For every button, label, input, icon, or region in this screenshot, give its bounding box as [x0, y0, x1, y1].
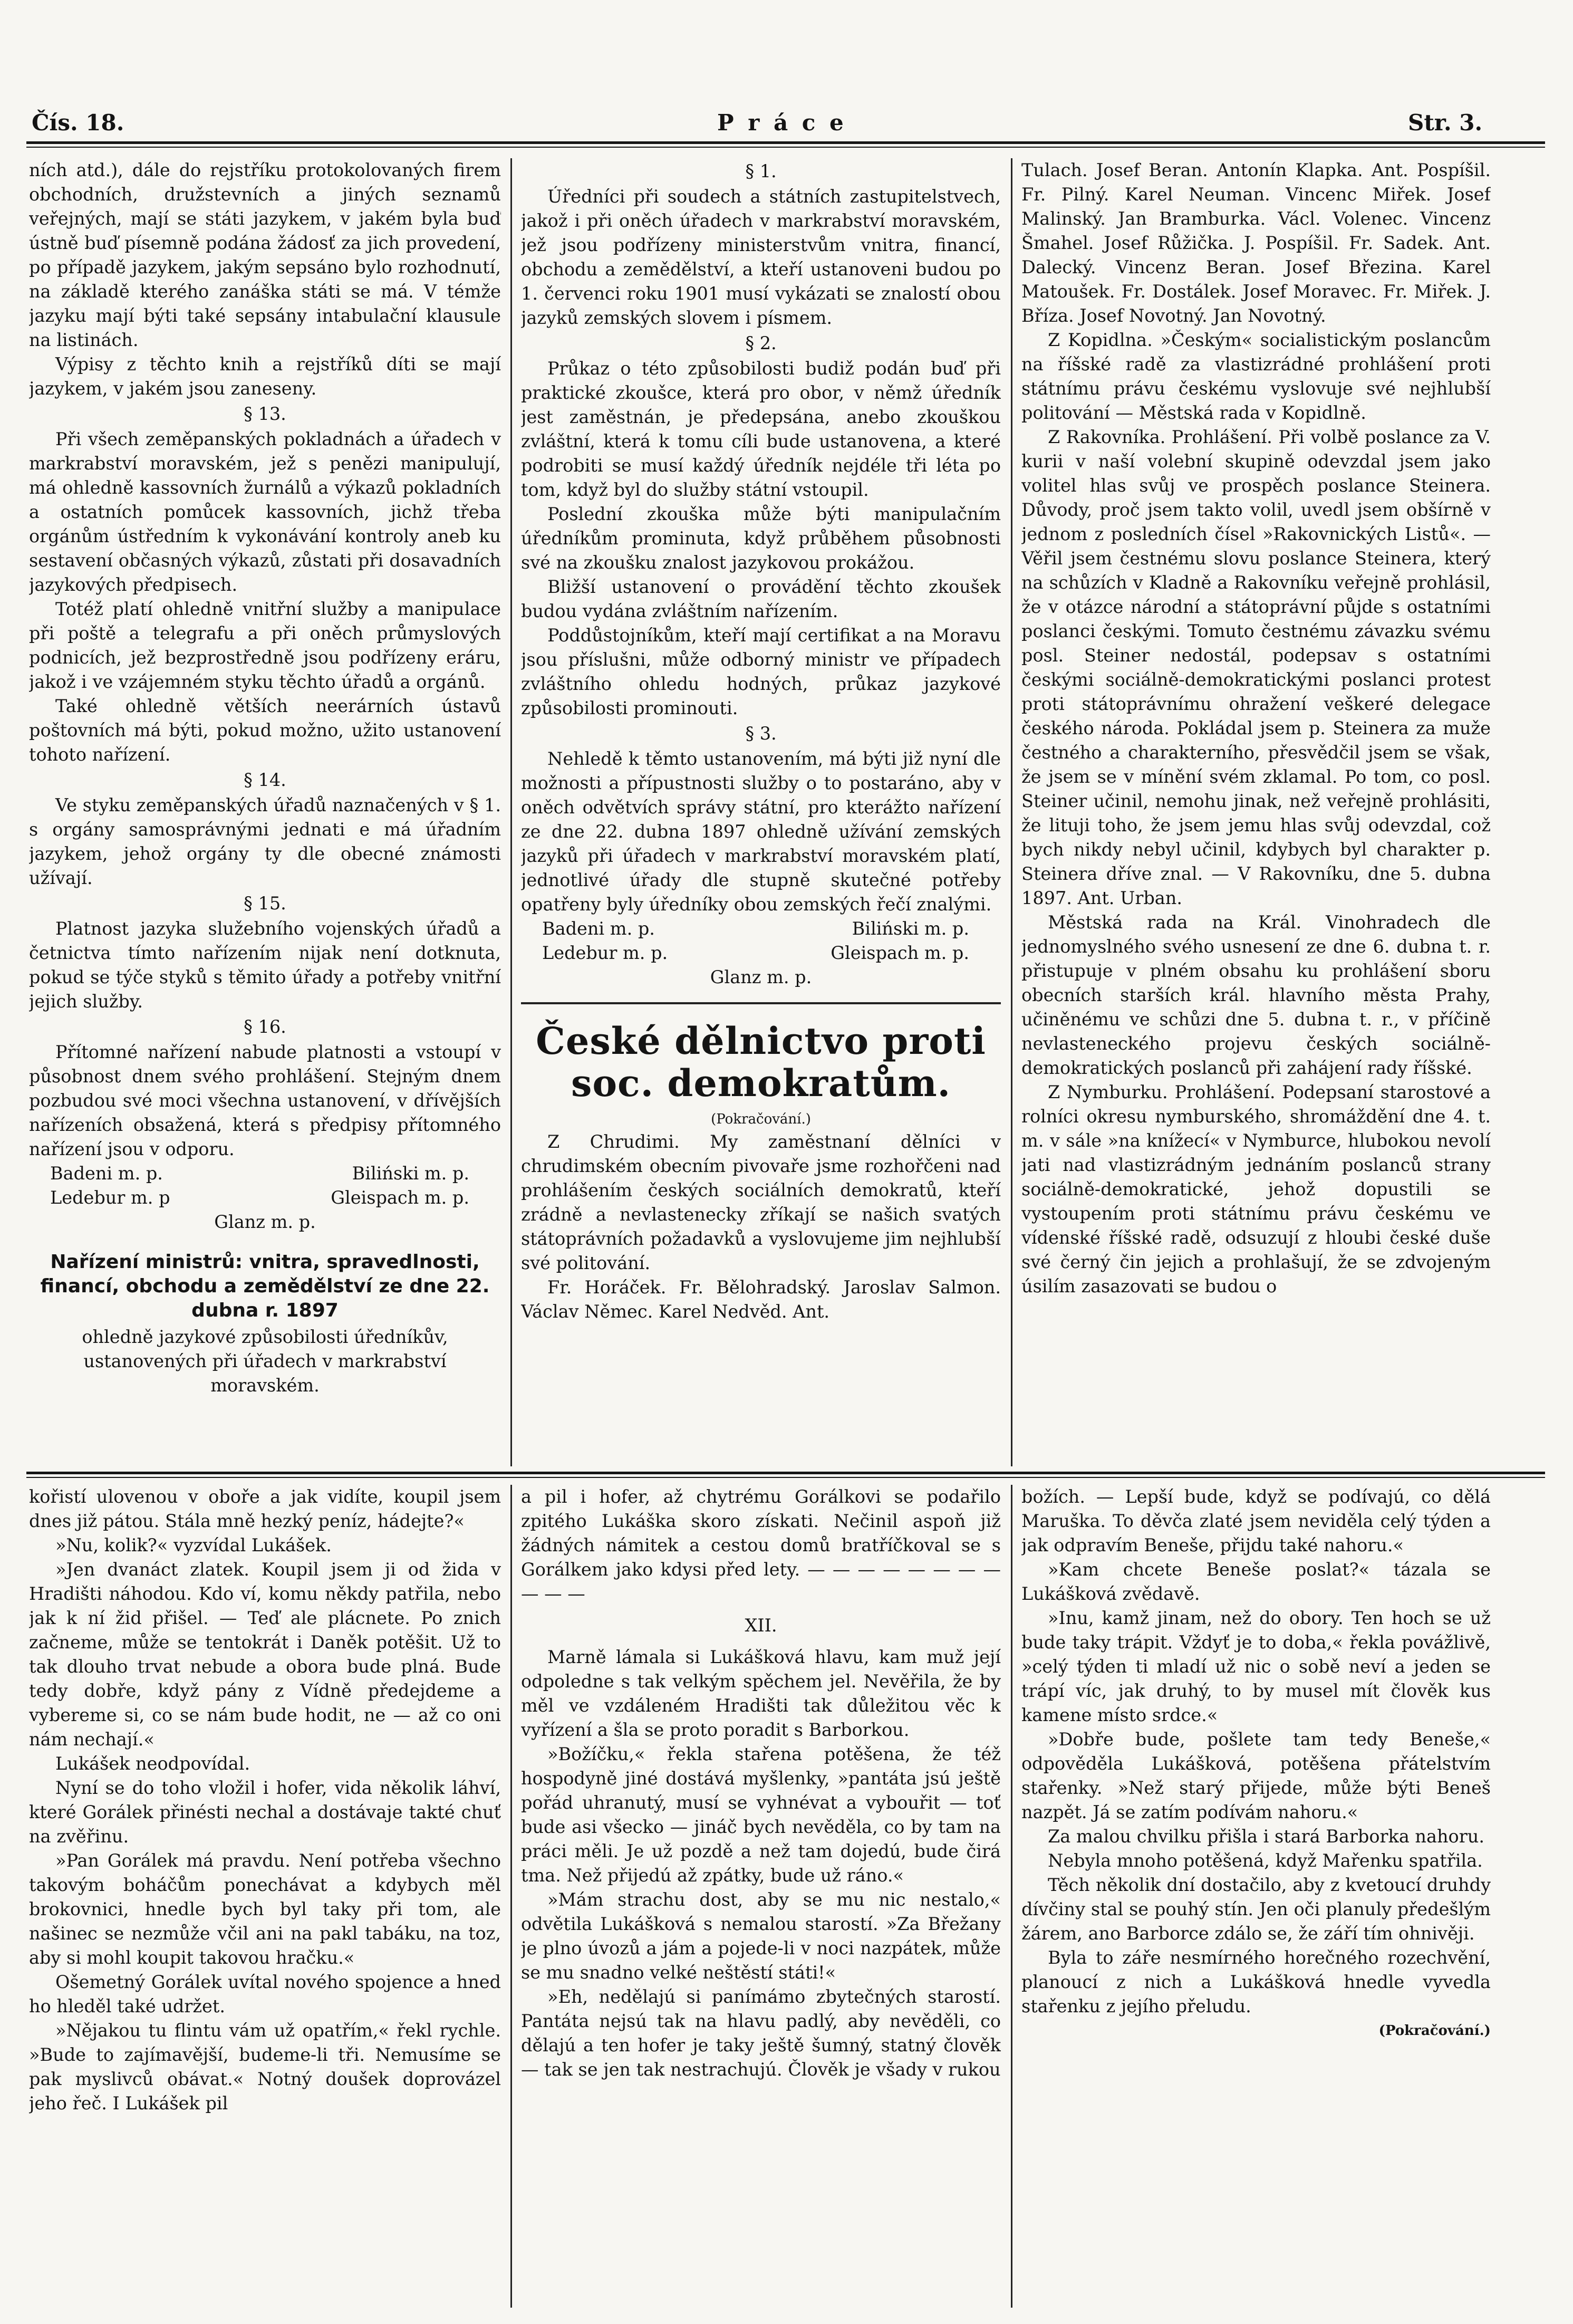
column-divider	[510, 1485, 512, 2308]
paragraph: Také ohledně větších neerárních ústavů poštovních má býti, pokud možno, užito ustanovení tohoto nařízení.	[29, 696, 501, 765]
paragraph: »Jen dvanáct zlatek. Koupil jsem ji od žida v Hradišti náhodou. Kdo ví, komu někdy patřila, nebo jak k ní žid přišel. — Teď ale plácnete. Po znich začneme, může se tentokrát i Daněk potěšit. Už to tak dlouho trvat nebude a obora bude plná. Bude tedy dobře, když pány z Vídně předejdeme a vybereme si, co se nám bude hodit, ne — až co oni nám nechají.«	[29, 1559, 501, 1750]
signature-row	[521, 941, 1001, 965]
paragraph: božích. — Lepší bude, když se podívajú, co dělá Maruška. To děvča zlaté jsem neviděla celý týden a jak odpravím Beneše, přijdu také nahoru.«	[1021, 1486, 1491, 1555]
continued-note: (Pokračování.)	[711, 1111, 811, 1127]
paragraph: Z Chrudimi. My zaměstnaní dělníci v chrudimském obecním pivovaře jsme rozhořčeni nad prohlášením českých sociálních demokratů, kteří zrádně a nevlastenecky zříkají se našich svatých státoprávních požadavků a vyslovujeme jim nejhlubší své politování.	[521, 1131, 1001, 1273]
decree-title: Nařízení ministrů: vnitra, spravedlnosti, financí, obchodu a zemědělství ze dne 22. dubna r. 1897	[40, 1251, 490, 1321]
paragraph: »Kam chcete Beneše poslat?« tázala se Lukášková zvědavě.	[1021, 1559, 1491, 1604]
paragraph: Z Kopidlna. »Českým« socialistickým poslancům na říšské radě za vlastizrádné prohlášení proti státnímu právu českému vyslovuje své nejhlubší politování — Městská rada v Kopidlně.	[1021, 330, 1491, 423]
signature: Badeni m. p.	[542, 918, 655, 939]
paragraph: »Eh, nedělajú si panímámo zbytečných starostí. Pantáta nejsú tak na hlavu padlý, aby nevěděli, co dělajú a ten hofer je taky ještě šumný, statný člověk — tak se jen tak nestrachujú. Člověk je všady v rukou	[521, 1986, 1001, 2080]
signature: Glanz m. p.	[214, 1212, 316, 1232]
paragraph: Nehledě k těmto ustanovením, má býti již nyní dle možnosti a přípustnosti služby o to postaráno, aby v oněch odvětvích správy státní, pro kterážto nařízení ze dne 22. dubna 1897 ohledně užívání zemských jazyků při úřadech v markrabství moravském platí, jednotlivé úřady dle stupně skutečné potřeby opatřeny byly úředníky obou zemských řečí znalými.	[521, 748, 1001, 915]
decree-column-1	[29, 158, 501, 1464]
paragraph: Platnost jazyka služebního vojenských úřadů a četnictva tímto nařízením nijak není dotknuta, pokud se týče styků s těmito úřady a potřeby vnitřní jejich služby.	[29, 918, 501, 1012]
signature: Gleispach m. p.	[331, 1187, 469, 1208]
paragraph: »Božíčku,« řekla stařena potěšena, že též hospodyně jiné dostává myšlenky, »pantáta jsú ještě pořád uhranutý, musí se vyhnévat a vybouřit — toť bude asi všecko — jináč bych nevěděla, co by tam na práci měli. Je už pozdě a než tam dojedú, bude čirá tma. Než přijedú až zpátky, bude už ráno.«	[521, 1744, 1001, 1886]
paragraph: »Nějakou tu flintu vám už opatřím,« řekl rychle. »Bude to zajímavější, budeme-li tři. Nemusíme se pak myslivců obávat.« Notný doušek doprovázel jeho řeč. I Lukášek pil	[29, 2020, 501, 2114]
signature: Biliński m. p.	[352, 1163, 469, 1184]
continued-note: (Pokračování.)	[1378, 2023, 1491, 2039]
paragraph: »Dobře bude, pošlete tam tedy Beneše,« odpověděla Lukášková, potěšena přátelstvím stařenky. »Než starý přijede, může býti Beneš nazpět. Já se zatím podívám nahoru.«	[1021, 1729, 1491, 1822]
signature: Badeni m. p.	[50, 1163, 163, 1184]
paragraph: Úředníci při soudech a státních zastupitelstvech, jakož i při oněch úřadech v markrabství moravském, jež jsou podřízeny ministerstvům vnitra, financí, obchodu a zemědělství, a kteří ustanoveni budou po 1. červenci roku 1901 musí vykázati se znalostí obou jazyků zemských slovem i písmem.	[521, 186, 1001, 328]
paragraph: Městská rada na Král. Vinohradech dle jednomyslného svého usnesení ze dne 6. dubna t. r. přistupuje v plném obsahu ku prohlášení sboru obecních starších král. hlavního města Prahy, učiněnému ve schůzi dne 5. dubna t. r., v příčině nevlasteneckého projevu českých sociálně-demokratických poslanců při zahájení rady říšské.	[1021, 912, 1491, 1078]
section-number: § 13.	[244, 404, 286, 424]
paragraph: »Nu, kolik?« vyzvídal Lukášek.	[55, 1535, 332, 1555]
paragraph: Těch několik dní dostačilo, aby z kvetoucí druhdy dívčiny stal se pouhý stín. Jen oči planuly předešlým žárem, ano Barborce zdálo se, že září tím ohnivěji.	[1021, 1875, 1491, 1944]
signature: Ledebur m. p.	[542, 943, 668, 963]
paragraph: Lukášek neodpovídal.	[55, 1753, 250, 1774]
header-rule-thin	[26, 147, 1545, 148]
paragraph: Ve styku zeměpanských úřadů naznačených v § 1. s orgány samosprávnými jednati e má úřadním jazykem, jehož orgány ty dle obecné známosti užívají.	[29, 795, 501, 888]
signature-row	[29, 1161, 501, 1186]
signature: Ledebur m. p	[50, 1187, 170, 1208]
declarations-column	[1021, 158, 1491, 1464]
paragraph: kořistí ulovenou v oboře a jak vidíte, koupil jsem dnes již pátou. Stála mně hezký peníz, hádejte?«	[29, 1486, 501, 1531]
paragraph: a pil i hofer, až chytrému Gorálkovi se podařilo zpitého Lukáška skoro získati. Nečinil aspoň již žádných námitek a cestou domů bratříčkoval se s Gorálkem jako kdysi před lety. — — — — — — — — — — —	[521, 1486, 1001, 1604]
paragraph: Za malou chvilku přišla i stará Barborka nahoru.	[1048, 1826, 1484, 1847]
paragraph: Bližší ustanovení o provádění těchto zkoušek budou vydána zvláštním nařízením.	[521, 577, 1001, 621]
paragraph: Z Nymburku. Prohlášení. Podepsaní starostové a rolníci okresu nymburského, shromáždění dne 4. t. m. v sále »na knížecí« v Nymburce, hlubokou nevolí jati nad vlastizrádným jednáním poslanců strany sociálně-demokratické, jehož dopustili se vystoupením proti státnímu právu českému ve vídenské říšské radě, odsuzují z hloubi české duše své černý čin jejich a prohlašují, že se zdvojeným úsilím zasazovati se budou o	[1021, 1082, 1491, 1297]
paragraph: Ošemetný Gorálek uvítal nového spojence a hned ho hleděl také udržet.	[29, 1972, 501, 2016]
signature: Gleispach m. p.	[831, 943, 969, 963]
section-number: § 3.	[745, 723, 777, 744]
paragraph: Při všech zeměpanských pokladnách a úřadech v markrabství moravském, jež s penězi manipulují, má ohledně kassovních žurnálů a výkazů pokladních a ostatních pomůcek kassovních, jichž třeba orgánům ústředním k vykonávání kontroly aneb ku sestavení občasných výkazů, zůstati při dosavadních jazykových předpisech.	[29, 429, 501, 595]
chapter-number: XII.	[745, 1615, 777, 1636]
story-column-1	[29, 1485, 501, 2308]
feuilleton-rule	[26, 1472, 1545, 1474]
article-headline: České dělnictvo proti soc. demokratům.	[536, 1019, 986, 1105]
paragraph: Totéž platí ohledně vnitřní služby a manipulace při poště a telegrafu a při oněch průmyslových podnicích, jež bezprostředně jsou podřízeny eráru, jakož i ve vzájemném styku těchto úřadů a orgánů.	[29, 599, 501, 692]
section-number: § 15.	[244, 893, 286, 914]
signature-row	[29, 1186, 501, 1210]
paragraph: »Inu, kamž jinam, než do obory. Ten hoch se už bude taky trápit. Vždyť je to doba,« řekla povážlivě, »celý týden ti mladí už nic o sobě neví a jeden se trápí víc, jak druhý, to by musel mít člověk kus kamene místo srdce.«	[1021, 1608, 1491, 1725]
paragraph: »Mám strachu dost, aby se mu nic nestalo,« odvětila Lukášková s nemalou starostí. »Za Břežany je plno úvozů a jám a pojede-li v noci nazpátek, může se mu snadno velké neštěstí státi!«	[521, 1889, 1001, 1983]
paragraph: Marně lámala si Lukášková hlavu, kam muž její odpoledne s tak velkým spěchem jel. Nevěřila, že by měl ve vzdáleném Hradišti tak důležitou věc k vyřízení a šla se proto poradit s Barborkou.	[521, 1647, 1001, 1740]
column-divider	[1011, 1485, 1012, 2308]
section-number: § 1.	[745, 161, 777, 181]
section-number: § 2.	[745, 333, 777, 353]
section-number: § 16.	[244, 1016, 286, 1037]
signature-row	[521, 917, 1001, 941]
page-number: Str. 3.	[1408, 110, 1483, 136]
paragraph: Průkaz o této způsobilosti budiž podán buď při praktické zkoušce, která pro obor, v němž úředník jest zaměstnán, je předepsána, anebo zkouškou zvláštní, která k tomu cíli bude ustanovena, a které podrobiti se musí každý úředník nejdéle tři léta po tom, když byl do služby státní vstoupil.	[521, 358, 1001, 500]
signature: Glanz m. p.	[710, 967, 812, 987]
section-number: § 14.	[244, 770, 286, 790]
story-column-2	[521, 1485, 1001, 2308]
column-divider	[1011, 158, 1012, 1466]
decree-subtitle: ohledně jazykové způsobilosti úředníkův, ustanovených při úřadech v markrabství moravském.	[82, 1327, 448, 1396]
paragraph: Z Rakovníka. Prohlášení. Při volbě poslance za V. kurii v naší volební skupině odevzdal jsem jako volitel hlas svůj ve prospěch poslance Steinera. Důvody, proč jsem takto volil, uvedl jsem obšírně v jednom z posledních čísel »Rakovnických Listů«. — Věřil jsem čestnému slovu poslance Steinera, který na schůzích v Kladně a Rakovníku veřejně prohlásil, že v otázce národní a státoprávní půjde s ostatními poslanci českými. Tomuto čestnému závazku svému posl. Steiner nedostál, podepsav s ostatními českými sociálně-demokratickými poslanci protest proti státoprávnímu ohražení veškeré delegace českého národa. Pokládal jsem p. Steinera za muže čestného a charakterního, přesvědčil jsem se však, že jsem se v mínění svém zklamal. Po tom, co posl. Steiner učinil, nemohu jinak, než veřejně prohlásiti, že lituji toho, že jsem jemu hlas svůj odevzdal, což bych nikdy nebyl učinil, kdybych byl charakter p. Steinera dříve znal. — V Rakovníku, dne 5. dubna 1897. Ant. Urban.	[1021, 427, 1491, 908]
paragraph: Přítomné nařízení nabude platnosti a vstoupí v působnost dnem svého prohlášení. Stejným dnem pozbudou své moci všechna ustanovení, v dřívějších nařízeních obsažená, která s předpisy přítomného nařízení jsou v odporu.	[29, 1042, 501, 1159]
paragraph: Výpisy z těchto knih a rejstříků díti se mají jazykem, v jakém jsou zaneseny.	[29, 354, 501, 399]
paragraph: Poddůstojníkům, kteří mají certifikat a na Moravu jsou příslušni, může odborný ministr ve případech zvláštního ohledu hodných, průkaz jazykové způsobilosti prominouti.	[521, 625, 1001, 718]
feuilleton-rule-thin	[26, 1477, 1545, 1478]
story-column-3	[1021, 1485, 1491, 2308]
paragraph: Fr. Horáček. Fr. Bělohradský. Jaroslav Salmon. Václav Němec. Karel Nedvěd. Ant.	[521, 1277, 1001, 1322]
paragraph: Nyní se do toho vložil i hofer, vida několik láhví, které Gorálek přinésti nechal a dostávaje takté chuť na zvěřinu.	[29, 1778, 501, 1847]
paragraph: Byla to záře nesmírného horečného rozechvění, planoucí z nich a Lukášková hnedle vyvedla stařenku z jejího přeludu.	[1021, 1947, 1491, 2016]
paragraph: Nebyla mnoho potěšená, když Mařenku spatřila.	[1048, 1850, 1483, 1871]
paragraph: Tulach. Josef Beran. Antonín Klapka. Ant. Pospíšil. Fr. Pilný. Karel Neuman. Vincenc Miřek. Josef Malinský. Jan Bramburka. Václ. Volenec. Vincenz Šmahel. Josef Růžička. J. Pospíšil. Fr. Sadek. Ant. Dalecký. Vincenz Beran. Josef Březina. Karel Matoušek. Fr. Dostálek. Josef Moravec. Fr. Miřek. J. Bříza. Josef Novotný. Jan Novotný.	[1021, 160, 1491, 326]
newspaper-title: P r á c e	[717, 110, 847, 136]
section-rule	[521, 1002, 1001, 1004]
column-divider	[510, 158, 512, 1466]
decree-column-2	[521, 158, 1001, 1464]
issue-number: Čís. 18.	[32, 110, 124, 136]
signature: Biliński m. p.	[852, 918, 969, 939]
header-rule	[26, 141, 1545, 144]
paragraph: Poslední zkouška může býti manipulačním úředníkům prominuta, když průběhem působnosti své na zkoušku znalost jazykovou prokážou.	[521, 504, 1001, 573]
paragraph: ních atd.), dále do rejstříku protokolovaných firem obchodních, družstevních a jiných seznamů veřejných, mají se státi jazykem, v jakém byla buď ústně buď písemně podána žádosť za jich provedení, po případě jazykem, jakým sepsáno bylo rozhodnutí, na základě kterého zanáška státi se má. V témže jazyku mají býti také sepsány intabulační klausule na listinách.	[29, 160, 501, 350]
paragraph: »Pan Gorálek má pravdu. Není potřeba všechno takovým boháčům ponechávat a kdybych měl brokovnici, hnedle bych byl taky při tom, ale našinec se nezmůže včil ani na pakl tabáku, na toz, aby si mohl koupit takovou hračku.«	[29, 1850, 501, 1968]
